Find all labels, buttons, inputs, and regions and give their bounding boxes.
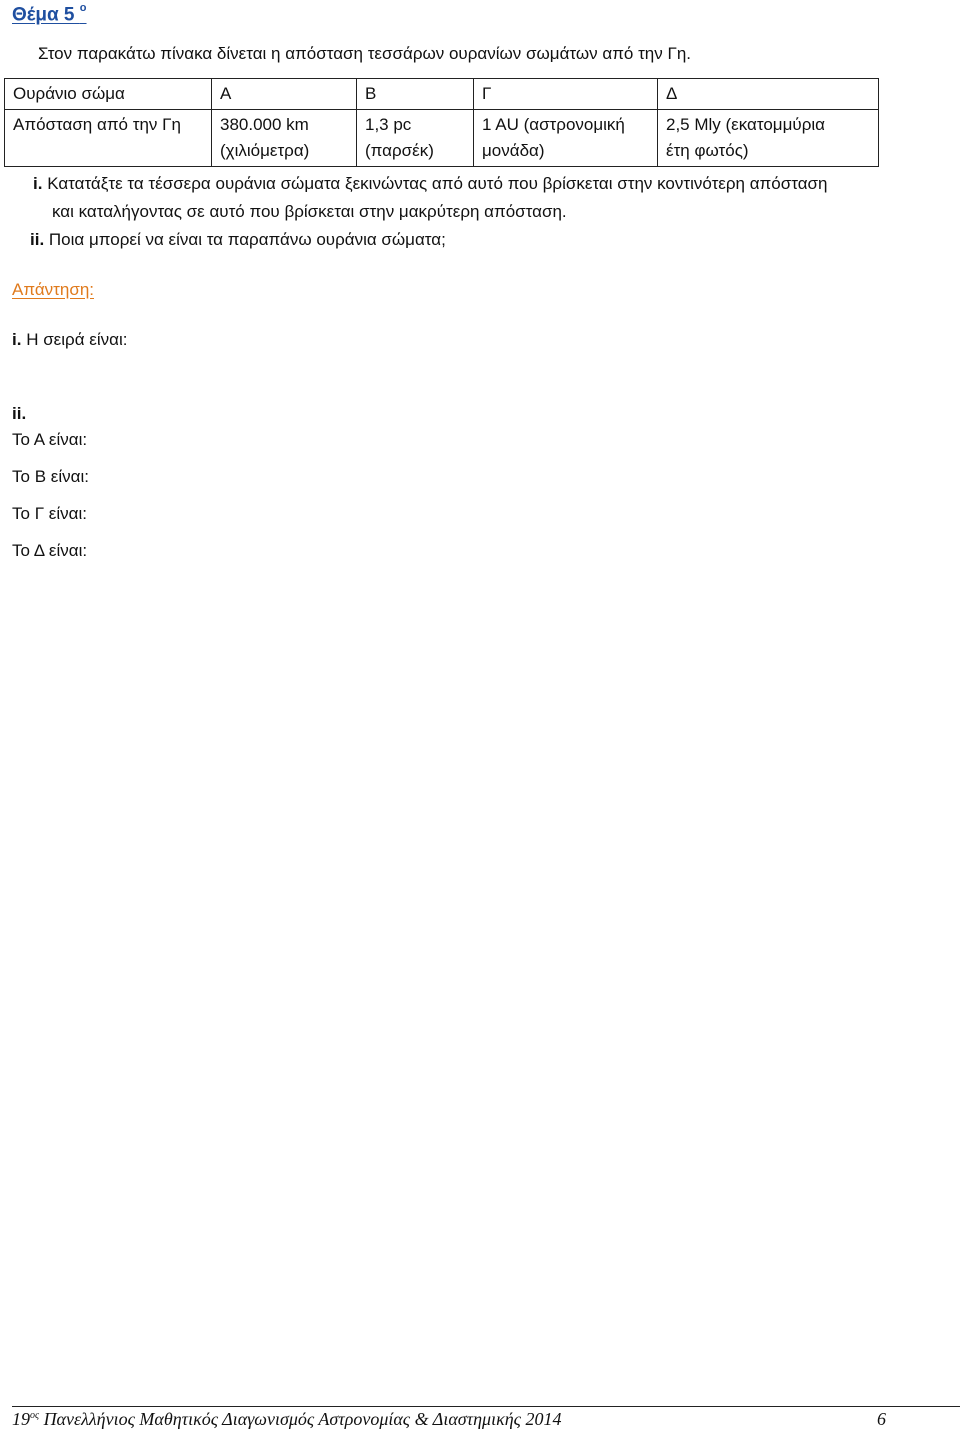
answer-label: Απάντηση:	[12, 280, 94, 299]
question-2-text: Ποια μπορεί να είναι τα παραπάνω ουράνια σώματα;	[48, 230, 446, 249]
table-row-label: Απόσταση από την Γη	[5, 110, 212, 167]
answer-line-c: Το Γ είναι:	[12, 504, 87, 523]
intro-text: Στον παρακάτω πίνακα δίνεται η απόσταση τεσσάρων ουρανίων σωμάτων από την Γη.	[38, 44, 692, 63]
distance-table	[4, 78, 879, 167]
footer-divider	[12, 1406, 960, 1407]
table-cell	[357, 110, 474, 167]
table-header-cell: Β	[357, 79, 474, 110]
footer-ordinal: 19	[12, 1409, 30, 1429]
page-number: 6	[877, 1409, 886, 1429]
question-1	[33, 174, 828, 194]
question-1-continuation: και καταλήγοντας σε αυτό που βρίσκεται στην μακρύτερη απόσταση.	[52, 202, 567, 221]
table-header-cell: Γ	[474, 79, 658, 110]
problem-title	[12, 4, 87, 26]
table-header-cell: Ουράνιο σώμα	[5, 79, 212, 110]
table-cell-line: 2,5 Mly (εκατομμύρια	[666, 115, 825, 134]
table-cell	[474, 110, 658, 167]
table-header-row	[5, 79, 879, 110]
table-cell-line: 1 AU (αστρονομική	[482, 115, 625, 134]
answer-part-2-number: ii.	[12, 404, 27, 423]
table-cell-line: (χιλιόμετρα)	[220, 141, 310, 160]
table-cell-line: 380.000 km	[220, 115, 309, 134]
table-cell	[212, 110, 357, 167]
problem-title-superscript: ο	[79, 2, 87, 14]
answer-line-a: Το Α είναι:	[12, 430, 88, 449]
answer-line-d: Το Δ είναι:	[12, 541, 88, 560]
table-row	[5, 110, 879, 167]
question-1-text: Κατατάξτε τα τέσσερα ουράνια σώματα ξεκινώντας από αυτό που βρίσκεται στην κοντινότερη απόσταση	[47, 174, 828, 193]
table-cell-line: έτη φωτός)	[666, 141, 749, 160]
answer-part-1-text: Η σειρά είναι:	[26, 330, 128, 349]
question-2-number: ii.	[30, 230, 45, 249]
footer-competition-name: Πανελλήνιος Μαθητικός Διαγωνισμός Αστρονομίας & Διαστημικής 2014	[43, 1409, 562, 1429]
problem-title-text: Θέμα 5	[12, 4, 75, 26]
table-cell-line: μονάδα)	[482, 141, 545, 160]
footer-ordinal-suffix: ος	[30, 1410, 40, 1421]
question-2	[30, 230, 446, 250]
answer-part-1	[12, 330, 127, 350]
table-cell-line: (παρσέκ)	[365, 141, 434, 160]
answer-part-1-number: i.	[12, 330, 22, 349]
table-header-cell: Α	[212, 79, 357, 110]
table-cell	[658, 110, 879, 167]
answer-line-b: Το Β είναι:	[12, 467, 89, 486]
table-header-cell: Δ	[658, 79, 879, 110]
question-1-number: i.	[33, 174, 43, 193]
table-cell-line: 1,3 pc	[365, 115, 412, 134]
footer-text	[12, 1409, 561, 1430]
